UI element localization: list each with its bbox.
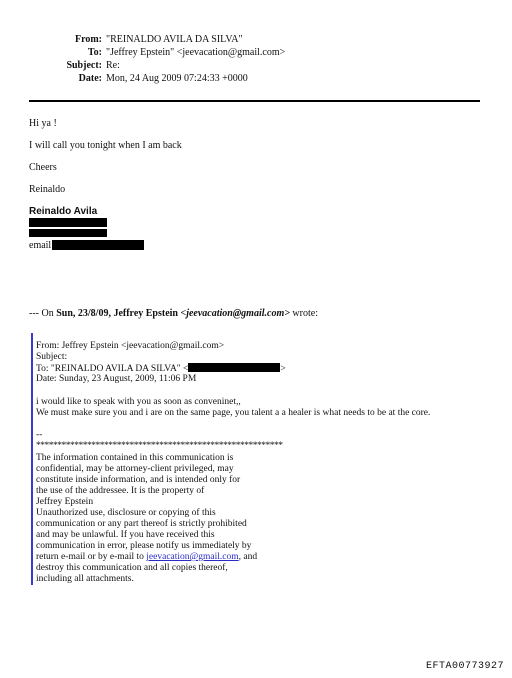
quote-prefix: --- On [29, 308, 54, 319]
disclaimer-line: including all attachments. [36, 574, 134, 584]
return-prefix: return e-mail or by e-mail to [36, 552, 147, 562]
greeting: Hi ya ! [29, 118, 57, 129]
redaction-box [29, 218, 107, 227]
subject-value: Re: [106, 60, 120, 71]
to-label: To: [87, 47, 102, 58]
quoted-from: From: Jeffrey Epstein <jeevacation@gmail.com> [36, 341, 225, 351]
header-divider [29, 100, 480, 102]
redaction-box [188, 363, 280, 372]
body-line: I will call you tonight when I am back [29, 140, 182, 151]
disclaimer-line: the use of the addressee. It is the property of [36, 486, 205, 496]
email-link[interactable]: jeevacation@gmail.com [146, 552, 239, 562]
from-label: From: [74, 34, 102, 45]
disclaimer-line: and may be unlawful. If you have received this [36, 530, 215, 540]
quote-email: <jeevacation@gmail.com> [180, 308, 290, 319]
quoted-to-prefix: To: "REINALDO AVILA DA SILVA" < [36, 364, 189, 374]
email-label: email [29, 240, 52, 251]
disclaimer-line: constitute inside information, and is intended only for [36, 475, 241, 485]
disclaimer-return-line [36, 552, 257, 563]
disclaimer-line: communication or any part thereof is strictly prohibited [36, 519, 247, 529]
subject-label: Subject: [66, 60, 102, 71]
quoted-msg-line: We must make sure you and i are on the same page, you talent a a healer is what needs to be at the core. [36, 408, 431, 418]
separator: -- [36, 430, 43, 440]
quoted-subject: Subject: [36, 352, 68, 362]
document-id: EFTA00773927 [425, 661, 504, 672]
disclaimer-line: Jeffrey Epstein [36, 497, 94, 507]
date-value: Mon, 24 Aug 2009 07:24:33 +0000 [106, 73, 248, 84]
quote-date: Sun, 23/8/09, Jeffrey Epstein [56, 308, 178, 319]
disclaimer-line: The information contained in this communication is [36, 453, 234, 463]
sender-name: Reinaldo [29, 184, 66, 195]
stars-line: ********************************************************** [36, 441, 283, 451]
signature-name: Reinaldo Avila [29, 206, 98, 217]
to-value: "Jeffrey Epstein" <jeevacation@gmail.com> [106, 47, 286, 58]
disclaimer-line: communication in error, please notify us immediately by [36, 541, 252, 551]
quoted-date: Date: Sunday, 23 August, 2009, 11:06 PM [36, 374, 197, 384]
disclaimer-line: confidential, may be attorney-client privileged, may [36, 464, 234, 474]
date-label: Date: [78, 73, 102, 84]
quote-suffix: wrote: [292, 308, 318, 319]
quote-intro [29, 308, 318, 320]
disclaimer-line: Unauthorized use, disclosure or copying of this [36, 508, 216, 518]
redaction-box [52, 240, 144, 250]
disclaimer-line: destroy this communication and all copies thereof, [36, 563, 228, 573]
return-suffix: , and [238, 552, 258, 562]
quote-bar [31, 333, 33, 585]
redaction-box [29, 229, 107, 237]
closing: Cheers [29, 162, 57, 173]
from-value: "REINALDO AVILA DA SILVA" [106, 34, 243, 45]
quoted-msg-line: i would like to speak with you as soon as conveninet,, [36, 397, 241, 407]
quoted-to-suffix: > [280, 364, 286, 374]
